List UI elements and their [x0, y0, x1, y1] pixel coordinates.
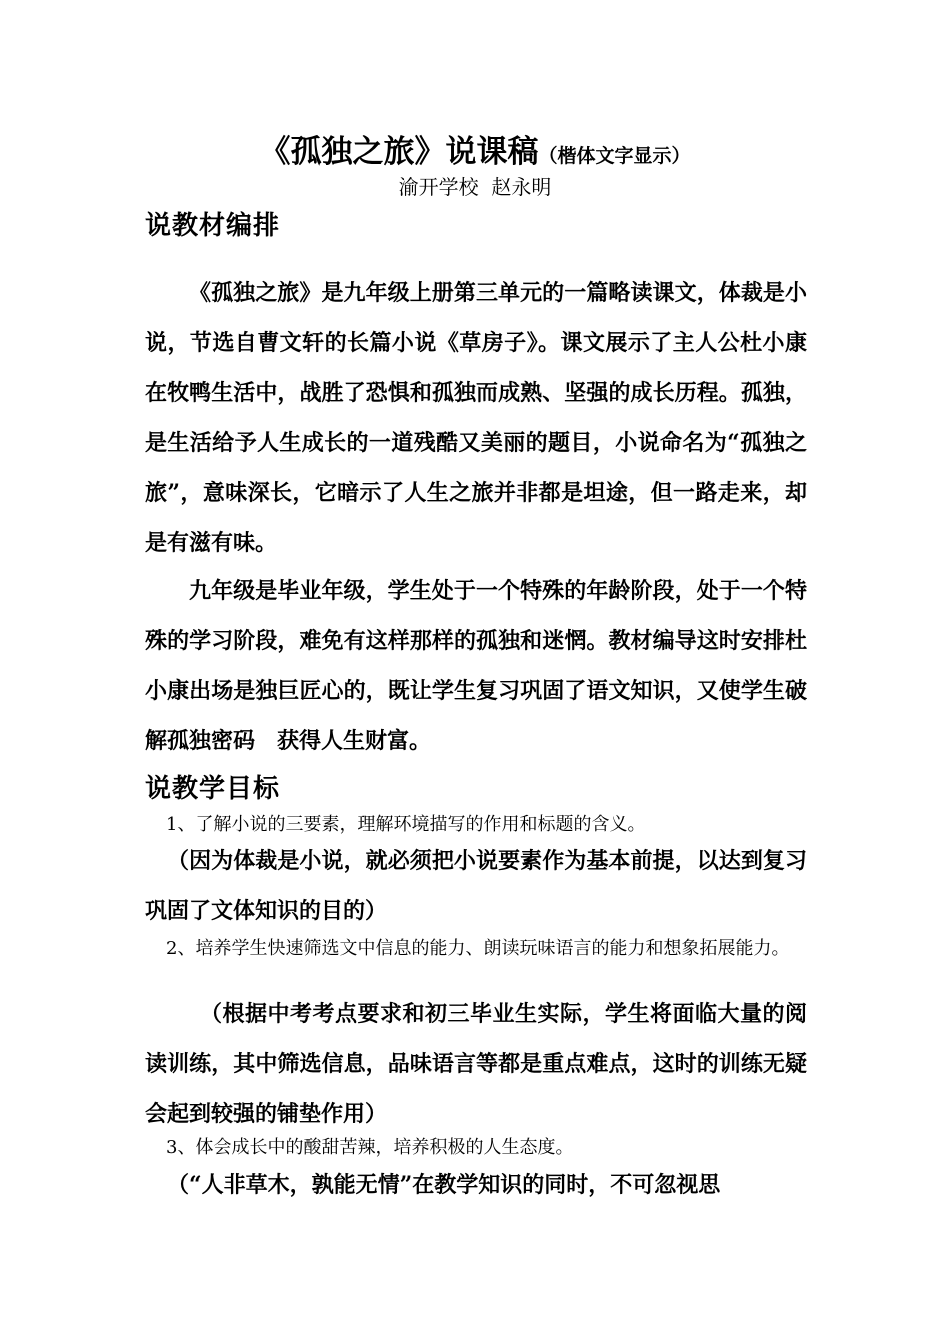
author-line: 渝开学校 赵永明: [398, 175, 552, 199]
materials-paragraph-2: 九年级是毕业年级，学生处于一个特殊的年龄阶段，处于一个特殊的学习阶段，难免有这样那样的孤独和迷惘。教材编导这时安排杜小康出场是独巨匠心的，既让学生复习巩固了语文知识，又使学生破解孤独密码 获得人生财富。: [145, 578, 807, 754]
goal-1-note: （因为体裁是小说，就必须把小说要素作为基本前提，以达到复习巩固了文体知识的目的）: [145, 848, 807, 924]
materials-paragraph-1: 《孤独之旅》是九年级上册第三单元的一篇略读课文，体裁是小说，节选自曹文轩的长篇小说《草房子》。课文展示了主人公杜小康在牧鸭生活中，战胜了恐惧和孤独而成熟、坚强的成长历程。孤独，是生活给予人生成长的一道残酷又美丽的题目，小说命名为“孤独之旅”，意味深长，它暗示了人生之旅并非都是坦途，但一路走来，却是有滋有味。: [145, 280, 807, 556]
goal-2-note: （根据中考考点要求和初三毕业生实际，学生将面临大量的阅读训练，其中筛选信息，品味语言等都是重点难点，这时的训练无疑会起到较强的铺垫作用）: [145, 1001, 807, 1127]
goal-2: 2、培养学生快速筛选文中信息的能力、朗读玩味语言的能力和想象拓展能力。: [166, 938, 790, 959]
title-note: （楷体文字显示）: [538, 145, 691, 167]
goal-3: 3、体会成长中的酸甜苦辣，培养积极的人生态度。: [166, 1137, 574, 1158]
section-heading-goals: 说教学目标: [145, 774, 281, 804]
goal-1: 1、了解小说的三要素，理解环境描写的作用和标题的含义。: [166, 814, 646, 835]
title-text: 《孤独之旅》说课稿: [259, 134, 539, 170]
goal-3-note: （“人非草木，孰能无情”在教学知识的同时，不可忽视思: [167, 1172, 721, 1198]
document-title: [0, 132, 950, 176]
section-heading-materials: 说教材编排: [145, 211, 281, 241]
